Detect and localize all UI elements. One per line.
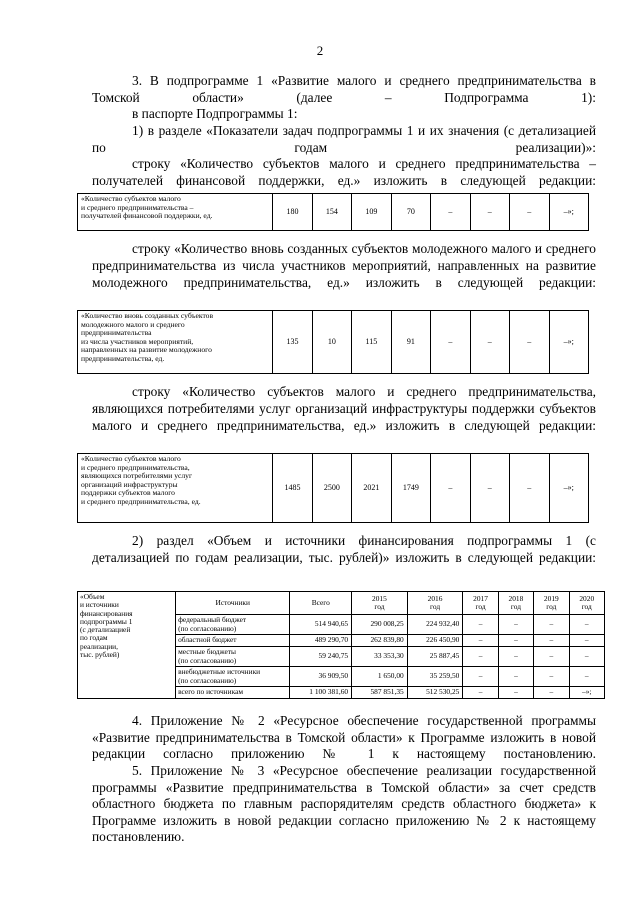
header-year: 2017 год [463,592,498,615]
table3-value: 2021 [352,454,391,523]
value-cell: 1 650,00 [352,667,408,687]
source-cell: местные бюджеты (по согласованию) [176,647,290,667]
value-cell: – [569,615,604,635]
value-cell: 262 839,80 [352,635,408,647]
table2-value: 115 [352,311,391,374]
paragraph-3: 3. В подпрограмме 1 «Развитие малого и среднего предпринимательства в Томской области» (далее – Подпрограмма 1): [92,73,596,105]
indicator-table-1 [77,193,589,231]
paragraph-appendix-2: 4. Приложение № 2 «Ресурсное обеспечение государственной программы «Развитие предпринимательства в Томской области» к Программе изложить в новой редакции согласно приложению № 1 к настоящему постановлению. [92,713,596,761]
table3-value: 1749 [391,454,430,523]
value-cell: – [463,635,498,647]
value-cell: – [498,687,533,699]
header-year: 2015 год [352,592,408,615]
indicator-table-2 [77,310,589,374]
source-cell: областной бюджет [176,635,290,647]
table3-label: «Количество субъектов малого и среднего предпринимательства, являющихся потребителями услуг организаций инфраструктуры поддержки субъектов малого и среднего предпринимательства, ед. [78,454,273,523]
header-sources: Источники [176,592,290,615]
table2-value: –»; [549,311,589,374]
financing-table [77,591,605,699]
header-year: 2020 год [569,592,604,615]
table3-value: – [470,454,509,523]
value-cell: 290 008,25 [352,615,408,635]
value-cell: – [534,615,569,635]
table1-label: «Количество субъектов малого и среднего предпринимательства – получателей финансовой поддержки, ед. [78,194,273,231]
paragraph-row-2: строку «Количество вновь созданных субъектов молодежного малого и среднего предпринимательства из числа участников мероприятий, направленных на развитие молодежного предпринимательства, ед.» изложить в следующей редакции: [92,241,596,290]
table3-value: – [431,454,470,523]
value-cell: 226 450,90 [407,635,463,647]
value-cell: – [463,647,498,667]
table1-value: 154 [312,194,351,231]
table1-value: – [470,194,509,231]
paragraph-section-1: 1) в разделе «Показатели задач подпрограммы 1 и их значения (с детализацией по годам реализации)»: [92,123,596,155]
table1-value: – [510,194,549,231]
table2-value: 91 [391,311,430,374]
table1-value: 70 [391,194,430,231]
paragraph-section-2: 2) раздел «Объем и источники финансирования подпрограммы 1 (с детализацией по годам реализации, тыс. рублей)» изложить в следующей редакции: [92,533,596,565]
table3-value: –»; [549,454,589,523]
value-cell: – [498,615,533,635]
table2-label: «Количество вновь созданных субъектов молодежного малого и среднего предпринимательства из числа участников мероприятий, направленных на развитие молодежного предпринимательства, ед. [78,311,273,374]
paragraph-appendix-3: 5. Приложение № 3 «Ресурсное обеспечение реализации государственной программы «Развитие предпринимательства в Томской области» за счет средств областного бюджета по главным распорядителям средств областного бюджета» к Программе изложить в новой редакции согласно приложению № 2 к настоящему постановлению. [92,763,596,844]
total-cell: 59 240,75 [290,647,352,667]
value-cell: – [463,687,498,699]
table3-value: – [510,454,549,523]
table2-value: – [510,311,549,374]
value-cell: 35 259,50 [407,667,463,687]
total-cell: 514 940,65 [290,615,352,635]
table2-value: – [431,311,470,374]
table2-value: 135 [273,311,312,374]
table1-value: 180 [273,194,312,231]
header-year: 2018 год [498,592,533,615]
table1-value: –»; [549,194,589,231]
value-cell: 512 530,25 [407,687,463,699]
source-cell: федеральный бюджет (по согласованию) [176,615,290,635]
indicator-table-3 [77,453,589,523]
paragraph-passport: в паспорте Подпрограммы 1: [132,106,298,121]
value-cell: – [463,615,498,635]
value-cell: –»; [569,687,604,699]
table3-value: 1485 [273,454,312,523]
total-cell: 36 909,50 [290,667,352,687]
source-cell: всего по источникам [176,687,290,699]
value-cell: – [498,635,533,647]
page-number: 2 [316,43,324,58]
header-year: 2016 год [407,592,463,615]
paragraph-row-1: строку «Количество субъектов малого и среднего предпринимательства – получателей финансовой поддержки, ед.» изложить в следующей редакции: [92,156,596,188]
paragraph-row-3: строку «Количество субъектов малого и среднего предпринимательства, являющихся потребителями услуг организаций инфраструктуры поддержки субъектов малого и среднего предпринимательства, ед.» изложить в следующей редакции: [92,384,596,433]
header-total: Всего [290,592,352,615]
value-cell: – [534,667,569,687]
value-cell: – [498,667,533,687]
value-cell: – [569,635,604,647]
value-cell: – [463,667,498,687]
value-cell: – [569,667,604,687]
total-cell: 1 100 381,60 [290,687,352,699]
value-cell: – [498,647,533,667]
value-cell: – [534,647,569,667]
value-cell: – [534,687,569,699]
table2-value: 10 [312,311,351,374]
table1-value: 109 [352,194,391,231]
value-cell: – [534,635,569,647]
value-cell: 224 932,40 [407,615,463,635]
table3-value: 2500 [312,454,351,523]
value-cell: 25 887,45 [407,647,463,667]
financing-label: «Объем и источники финансирования подпрограммы 1 (с детализацией по годам реализации, тыс. рублей) [78,592,176,699]
value-cell: 587 851,35 [352,687,408,699]
total-cell: 489 290,70 [290,635,352,647]
value-cell: 33 353,30 [352,647,408,667]
source-cell: внебюджетные источники (по согласованию) [176,667,290,687]
header-year: 2019 год [534,592,569,615]
table1-value: – [431,194,470,231]
table2-value: – [470,311,509,374]
value-cell: – [569,647,604,667]
